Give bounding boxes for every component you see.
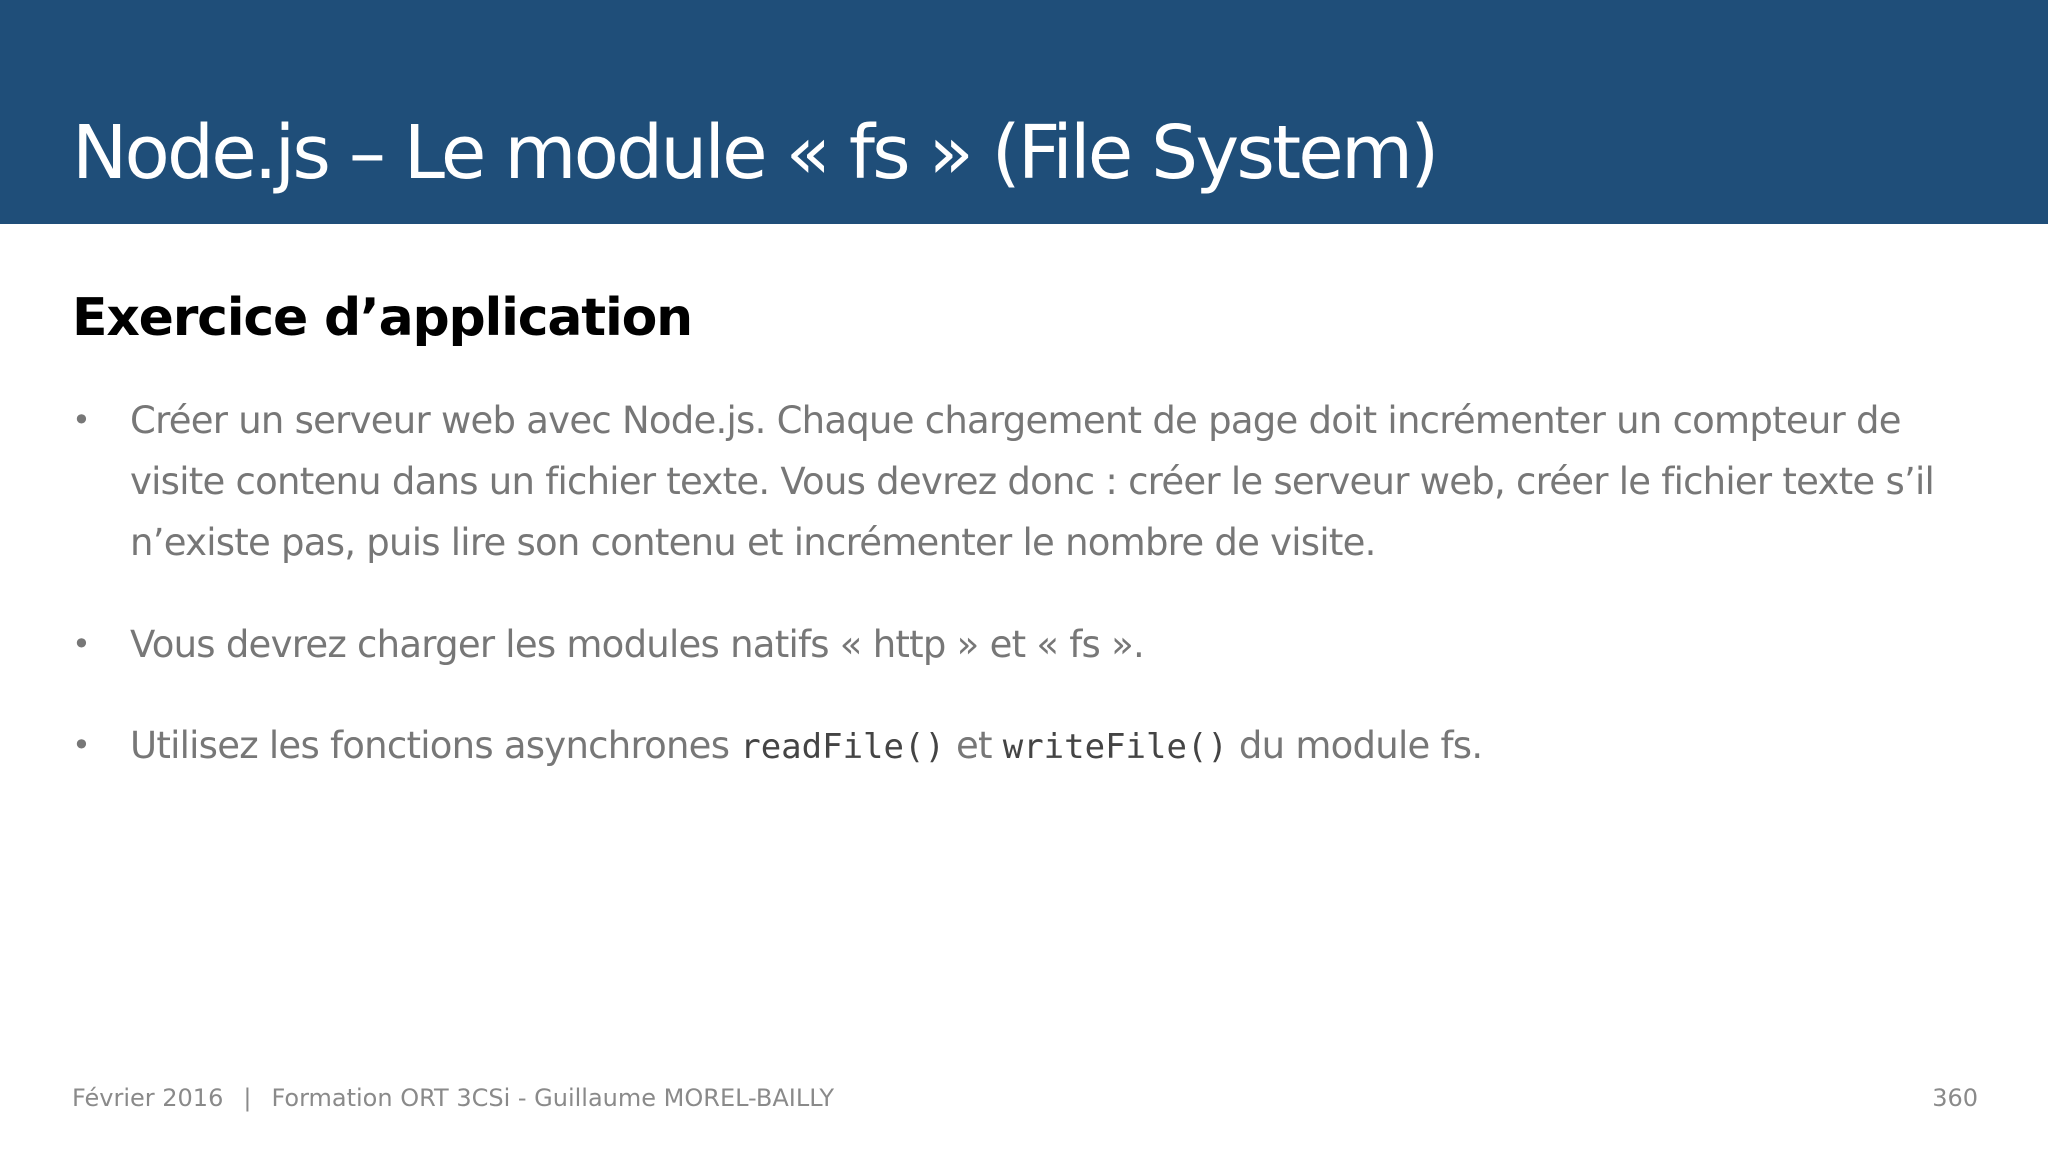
- title-bar: [0, 0, 2048, 224]
- bullet-item-functions: [72, 715, 1982, 778]
- footer-date: Février 2016: [72, 1084, 224, 1112]
- slide-footer: [72, 1084, 834, 1112]
- code-readfile: readFile(): [740, 727, 945, 767]
- bullet-list: [72, 390, 1982, 778]
- bullet-dot-icon: •: [72, 625, 91, 663]
- bullet-dot-icon: •: [72, 401, 91, 439]
- code-writefile: writeFile(): [1002, 727, 1228, 767]
- bullet-item-modules: [72, 614, 1982, 675]
- bullet-text: Créer un serveur web avec Node.js. Chaque chargement de page doit incrémenter un compteur de visite contenu dans un fichier texte. Vous devrez donc : créer le serveur web, créer le fichier texte s’il n’existe pas, puis lire son contenu et incrémenter le nombre de visite.: [130, 399, 1935, 564]
- bullet-dot-icon: •: [72, 726, 91, 764]
- slide-title: Node.js – Le module « fs » (File System): [72, 110, 1437, 196]
- bullet-text-middle: et: [944, 724, 1003, 767]
- bullet-item-server: [72, 390, 1982, 573]
- slide-content: [72, 282, 1982, 778]
- footer-separator: |: [243, 1084, 252, 1112]
- bullet-text-prefix: Utilisez les fonctions asynchrones: [130, 724, 741, 767]
- bullet-text: Vous devrez charger les modules natifs « http » et « fs ».: [130, 623, 1144, 666]
- section-heading: Exercice d’application: [72, 288, 692, 348]
- page-number: 360: [1932, 1084, 1978, 1112]
- bullet-text-suffix: du module fs.: [1227, 724, 1483, 767]
- footer-author: Formation ORT 3CSi - Guillaume MOREL-BAILLY: [271, 1084, 835, 1112]
